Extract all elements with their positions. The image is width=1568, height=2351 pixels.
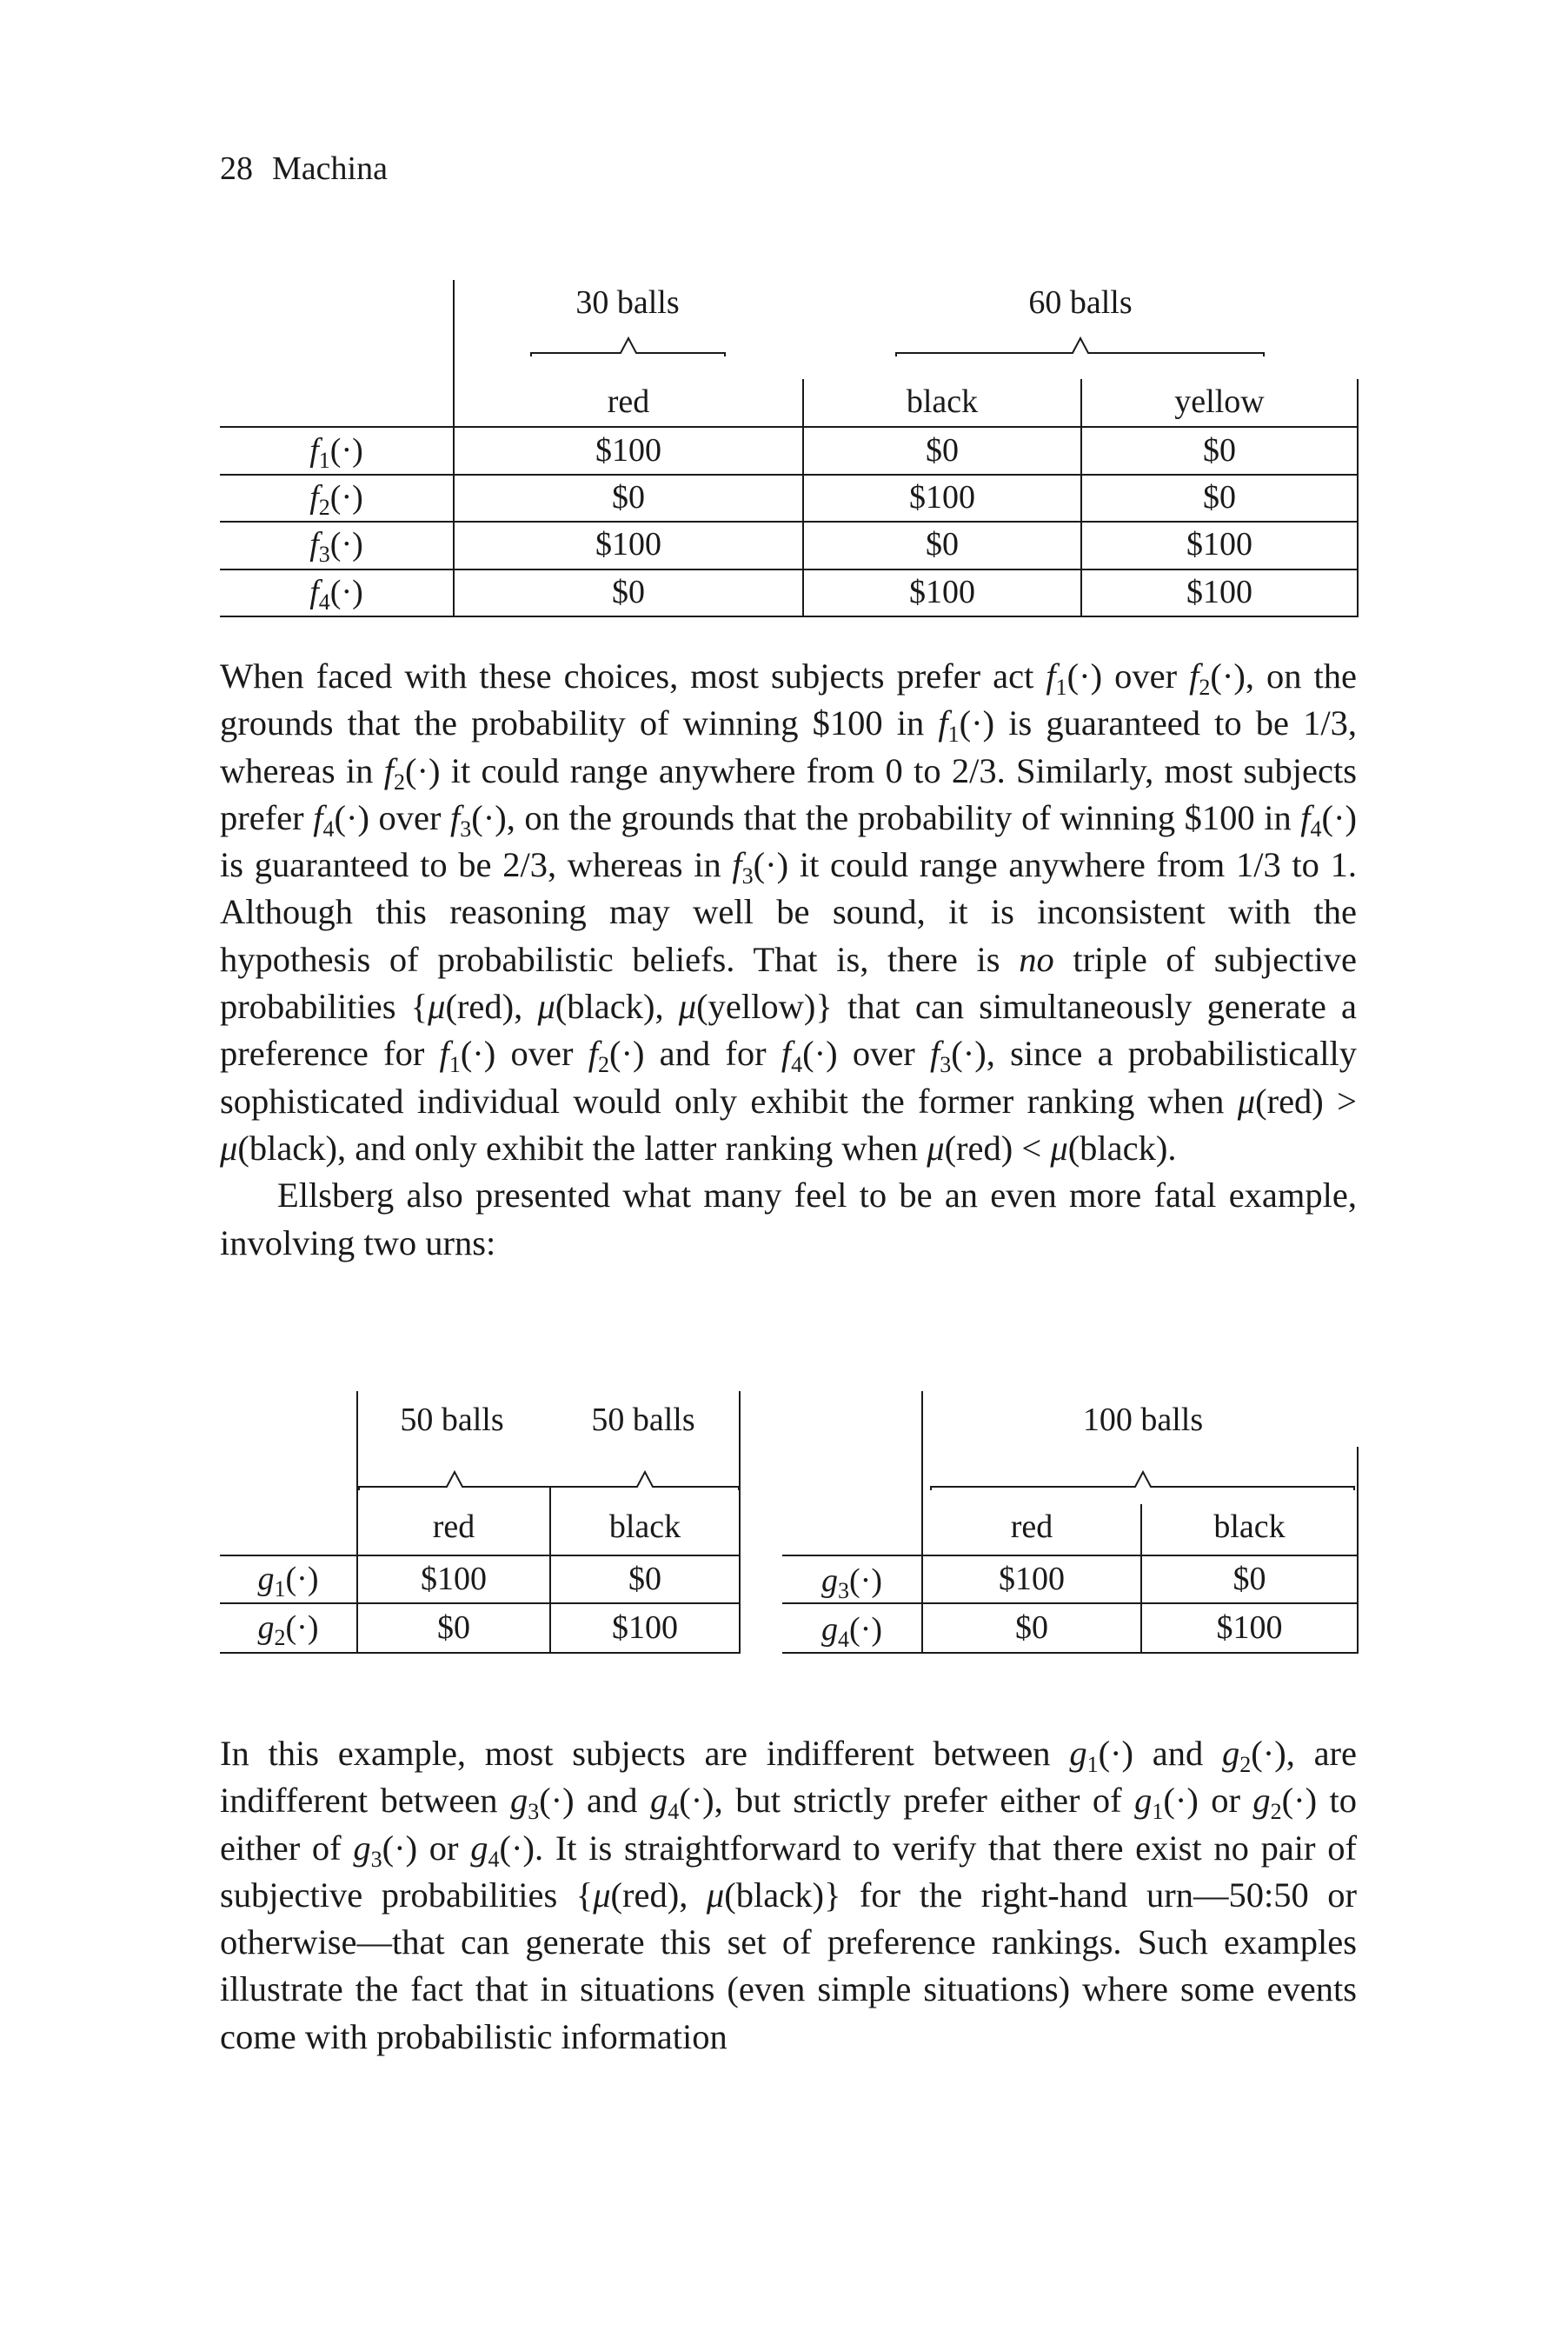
row-label: $g_1(\cdot)$: [257, 1561, 319, 1602]
table-cell: $100: [595, 526, 661, 563]
table-cell: $0: [628, 1561, 661, 1597]
group-label: 50 balls: [400, 1402, 504, 1438]
column-header-red: red: [432, 1509, 475, 1545]
brace-30-balls: [530, 336, 727, 358]
group-label: 100 balls: [1082, 1402, 1204, 1438]
group-label: 30 balls: [575, 284, 680, 321]
table-rule: [782, 1652, 1359, 1654]
row-label: $f_2(\cdot)$: [309, 479, 363, 520]
table-cell: $100: [421, 1561, 487, 1597]
table-cell: $0: [1015, 1609, 1048, 1646]
body-text: [220, 653, 1357, 1267]
table-cell: $0: [926, 432, 959, 469]
table-rule: [220, 616, 1359, 617]
group-label: 50 balls: [591, 1402, 695, 1438]
row-label: $f_1(\cdot)$: [309, 432, 363, 473]
table-divider: [739, 1391, 741, 1654]
running-title: Machina: [272, 150, 388, 187]
table-rule: [220, 1602, 741, 1604]
group-label: 60 balls: [1028, 284, 1133, 321]
table-cell: $100: [909, 574, 975, 610]
column-header-red: red: [1010, 1509, 1053, 1545]
table-cell: $100: [1186, 574, 1252, 610]
table-cell: $0: [1203, 432, 1236, 469]
table-cell: $100: [612, 1609, 678, 1646]
table-cell: $0: [926, 526, 959, 563]
column-header-black: black: [608, 1509, 681, 1545]
table-cell: $100: [909, 479, 975, 516]
row-label: $g_2(\cdot)$: [257, 1609, 319, 1650]
table-cell: $0: [612, 479, 645, 516]
paragraph: Ellsberg also presented what many feel to be an even more fatal example, involving two urns:: [220, 1176, 1357, 1262]
table-cell: $0: [612, 574, 645, 610]
column-header-black: black: [1213, 1509, 1286, 1545]
table-cell: $0: [1203, 479, 1236, 516]
table-cell: $100: [999, 1561, 1065, 1597]
table-rule: [220, 1652, 741, 1654]
paragraph: When faced with these choices, most subjects prefer act $f_1(\cdot)$ over $f_2(\cdot)$, on the grounds that the probability of winning $100 in $f_1(\cdot)$ is guaranteed to be 1/3, whereas in $f_2(\cdot)$ it could range anywhere from 0 to 2/3. Similarly, most subjects prefer $f_4(\cdot)$ over $f_3(\cdot)$, on the grounds that the probability of winning $100 in $f_4(\cdot)$ is guaranteed to be 2/3, whereas in $f_3(\cdot)$ it could range anywhere from 1/3 to 1. Although this reasoning may well be sound, it is inconsistent with the hypothesis of probabilistic beliefs. That is, there is no triple of subjective probabilities {μ(red), μ(black), μ(yellow)} that can simultaneously generate a preference for $f_1(\cdot)$ over $f_2(\cdot)$ and for $f_4(\cdot)$ over $f_3(\cdot)$, since a probabilistically sophisticated individual would only exhibit the former ranking when μ(red) > μ(black), and only exhibit the latter ranking when μ(red) < μ(black).: [220, 656, 1357, 1168]
table-cell: $0: [437, 1609, 470, 1646]
brace-50-balls: [549, 1469, 741, 1492]
table-divider: [1357, 379, 1359, 617]
brace-50-balls: [358, 1469, 551, 1492]
row-label: $g_4(\cdot)$: [821, 1611, 882, 1652]
running-header: [220, 150, 388, 188]
table-cell: $100: [595, 432, 661, 469]
brace-100-balls: [930, 1469, 1356, 1492]
table-cell: $0: [1232, 1561, 1266, 1597]
page-number: 28: [220, 150, 253, 187]
column-header-black: black: [906, 383, 979, 420]
brace-60-balls: [895, 336, 1266, 358]
row-label: $f_3(\cdot)$: [309, 526, 363, 567]
table-divider: [1357, 1447, 1359, 1654]
column-header-yellow: yellow: [1174, 383, 1265, 420]
table-cell: $100: [1216, 1609, 1283, 1646]
row-label: $g_3(\cdot)$: [821, 1562, 882, 1603]
column-header-red: red: [607, 383, 650, 420]
paragraph: In this example, most subjects are indifferent between $g_1(\cdot)$ and $g_2(\cdot)$, are indifferent between $g_3(\cdot)$ and $g_4(\cdot)$, but strictly prefer either of $g_1(\cdot)$ or $g_2(\cdot)$ to either of $g_3(\cdot)$ or $g_4(\cdot)$. It is straightforward to verify that there exist no pair of subjective probabilities {μ(red), μ(black)} for the right-hand urn—50:50 or otherwise—that can generate this set of preference rankings. Such examples illustrate the fact that in situations (even simple situations) where some events come with probabilistic information: [220, 1734, 1358, 2056]
table-cell: $100: [1186, 526, 1252, 563]
row-label: $f_4(\cdot)$: [309, 574, 363, 615]
body-text: [220, 1730, 1357, 2061]
